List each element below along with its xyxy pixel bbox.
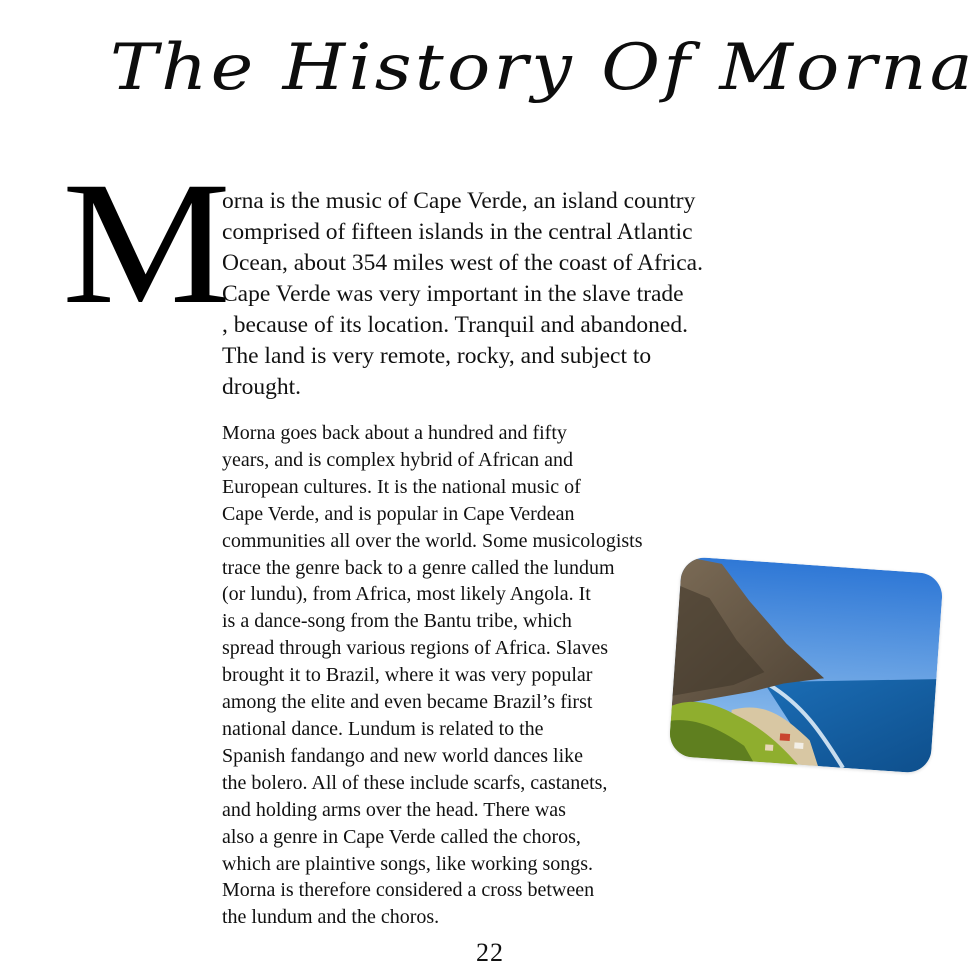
intro-line: The land is very remote, rocky, and subject to [222, 343, 652, 369]
body-line: brought it to Brazil, where it was very popular [222, 664, 593, 687]
body-line: communities all over the world. Some musicologists [222, 529, 643, 552]
page-title: The History Of Morna [110, 31, 976, 105]
drop-cap: M [62, 146, 232, 341]
body-line: the bolero. All of these include scarfs, castanets, [222, 771, 608, 794]
body-line: Spanish fandango and new world dances like [222, 744, 584, 767]
body-line: Morna is therefore considered a cross between [222, 879, 595, 902]
body-line: (or lundu), from Africa, most likely Angola. It [222, 583, 591, 606]
intro-line: orna is the music of Cape Verde, an island country [222, 188, 696, 214]
body-line: national dance. Lundum is related to the [222, 717, 544, 740]
intro-line: comprised of fifteen islands in the central Atlantic [222, 219, 693, 245]
body-line: which are plaintive songs, like working songs. [222, 852, 594, 875]
coastal-cliff-illustration [668, 556, 943, 774]
intro-paragraph [222, 186, 762, 403]
body-line: and holding arms over the head. There was [222, 798, 566, 821]
coastal-cliff-photo [668, 556, 943, 774]
body-line: is a dance-song from the Bantu tribe, which [222, 610, 572, 633]
house [765, 744, 773, 751]
intro-line: , because of its location. Tranquil and abandoned. [222, 312, 688, 338]
intro-line: Ocean, about 354 miles west of the coast of Africa. [222, 250, 703, 276]
body-line: the lundum and the choros. [222, 906, 440, 929]
intro-line: Cape Verde was very important in the slave trade [222, 281, 684, 307]
body-paragraph [222, 420, 702, 931]
house [780, 733, 790, 741]
house [794, 742, 803, 749]
body-line: European cultures. It is the national music of [222, 475, 581, 498]
body-line: also a genre in Cape Verde called the choros, [222, 825, 581, 848]
intro-line: drought. [222, 374, 301, 400]
body-line: spread through various regions of Africa. Slaves [222, 637, 609, 660]
body-line: Morna goes back about a hundred and fifty [222, 422, 567, 444]
body-line: years, and is complex hybrid of African and [222, 448, 574, 471]
page-number: 22 [476, 938, 504, 967]
body-line: trace the genre back to a genre called the lundum [222, 556, 615, 579]
body-line: among the elite and even became Brazil’s first [222, 691, 593, 714]
body-line: Cape Verde, and is popular in Cape Verdean [222, 502, 575, 525]
